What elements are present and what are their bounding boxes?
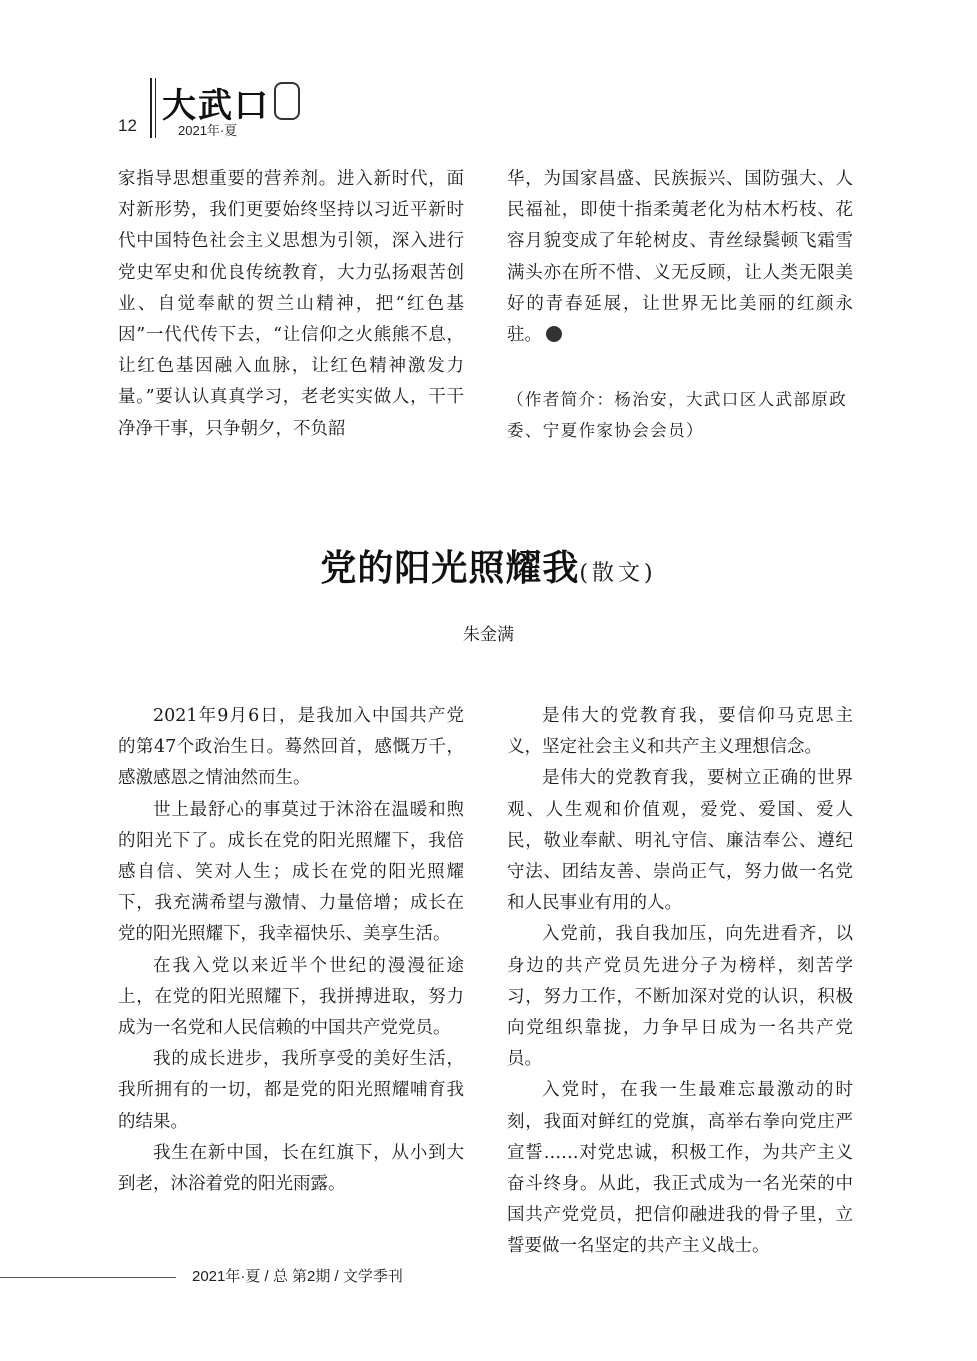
paragraph: 我生在新中国，长在红旗下，从小到大到老，沐浴着党的阳光雨露。 — [118, 1142, 464, 1195]
author-bio: （作者简介：杨治安，大武口区人武部原政委、宁夏作家协会会员） — [507, 390, 848, 440]
article-title-main: 党的阳光照耀我 — [320, 547, 580, 589]
article-right-column — [507, 701, 853, 1263]
prev-article-left-column — [118, 164, 464, 445]
header-divider-thin — [155, 78, 156, 138]
prev-article-right-text: 华，为国家昌盛、民族振兴、国防强大、人民福祉，即使十指柔荑老化为枯木朽枝、花容月貌变成了年轮树皮、青丝绿鬓顿飞霜雪满头亦在所不惜、义无反顾，让人类无限美好的青春延展，让世界无比美丽的红颜永驻。 — [507, 169, 853, 346]
paragraph: 2021年9月6日，是我加入中国共产党的第47个政治生日。蓦然回首，感慨万千，感激感恩之情油然而生。 — [118, 706, 464, 789]
magazine-title: 大武口 — [162, 86, 270, 126]
article-author: 朱金满 — [463, 625, 514, 645]
prev-article-right-column — [507, 164, 853, 351]
article-title — [0, 540, 977, 591]
prev-article-right-paragraph — [507, 164, 853, 351]
seal-logo-icon — [274, 82, 300, 120]
article-left-column — [118, 701, 464, 1200]
page-header — [118, 78, 318, 140]
paragraph: 入党前，我自我加压，向先进看齐，以身边的共产党员先进分子为榜样，刻苦学习，努力工作，不断加深对党的认识，积极向党组织靠拢，力争早日成为一名共产党员。 — [507, 924, 853, 1070]
paragraph: 是伟大的党教育我，要信仰马克思主义，坚定社会主义和共产主义理想信念。 — [507, 706, 853, 758]
footer-divider — [0, 1277, 176, 1278]
end-mark-icon — [546, 326, 562, 342]
paragraph: 在我入党以来近半个世纪的漫漫征途上，在党的阳光照耀下，我拼搏进取，努力成为一名党和人民信赖的中国共产党党员。 — [118, 955, 464, 1039]
header-divider — [150, 78, 152, 138]
paragraph: 我的成长进步，我所享受的美好生活，我所拥有的一切，都是党的阳光照耀哺育我的结果。 — [118, 1049, 464, 1132]
page-footer: 2021年·夏 / 总 第2期 / 文学季刊 — [192, 1268, 403, 1285]
prev-article-left-text: 家指导思想重要的营养剂。进入新时代，面对新形势，我们更要始终坚持以习近平新时代中国特色社会主义思想为引领，深入进行党史军史和优良传统教育，大力弘扬艰苦创业、自觉奉献的贺兰山精神，把“红色基因”一代代传下去，“让信仰之火熊熊不息，让红色基因融入血脉，让红色精神激发力量。”要认认真真学习，老老实实做人，干干净净干事，只争朝夕，不负韶 — [118, 169, 464, 439]
issue-label: 2021年·夏 — [178, 123, 238, 138]
page-number: 12 — [118, 116, 137, 135]
article-genre: (散文) — [579, 561, 657, 586]
paragraph: 世上最舒心的事莫过于沐浴在温暖和煦的阳光下了。成长在党的阳光照耀下，我倍感自信、笑对人生；成长在党的阳光照耀下，我充满希望与激情、力量倍增；成长在党的阳光照耀下，我幸福快乐、美享生活。 — [118, 799, 464, 945]
paragraph: 入党时，在我一生最难忘最激动的时刻，我面对鲜红的党旗，高举右拳向党庄严宣誓……对党忠诚，积极工作，为共产主义奋斗终身。从此，我正式成为一名光荣的中国共产党党员，把信仰融进我的骨子里，立誓要做一名坚定的共产主义战士。 — [507, 1080, 853, 1257]
paragraph: 是伟大的党教育我，要树立正确的世界观、人生观和价值观，爱党、爱国、爱人民，敬业奉献、明礼守信、廉洁奉公、遵纪守法、团结友善、崇尚正气，努力做一名党和人民事业有用的人。 — [507, 768, 853, 914]
